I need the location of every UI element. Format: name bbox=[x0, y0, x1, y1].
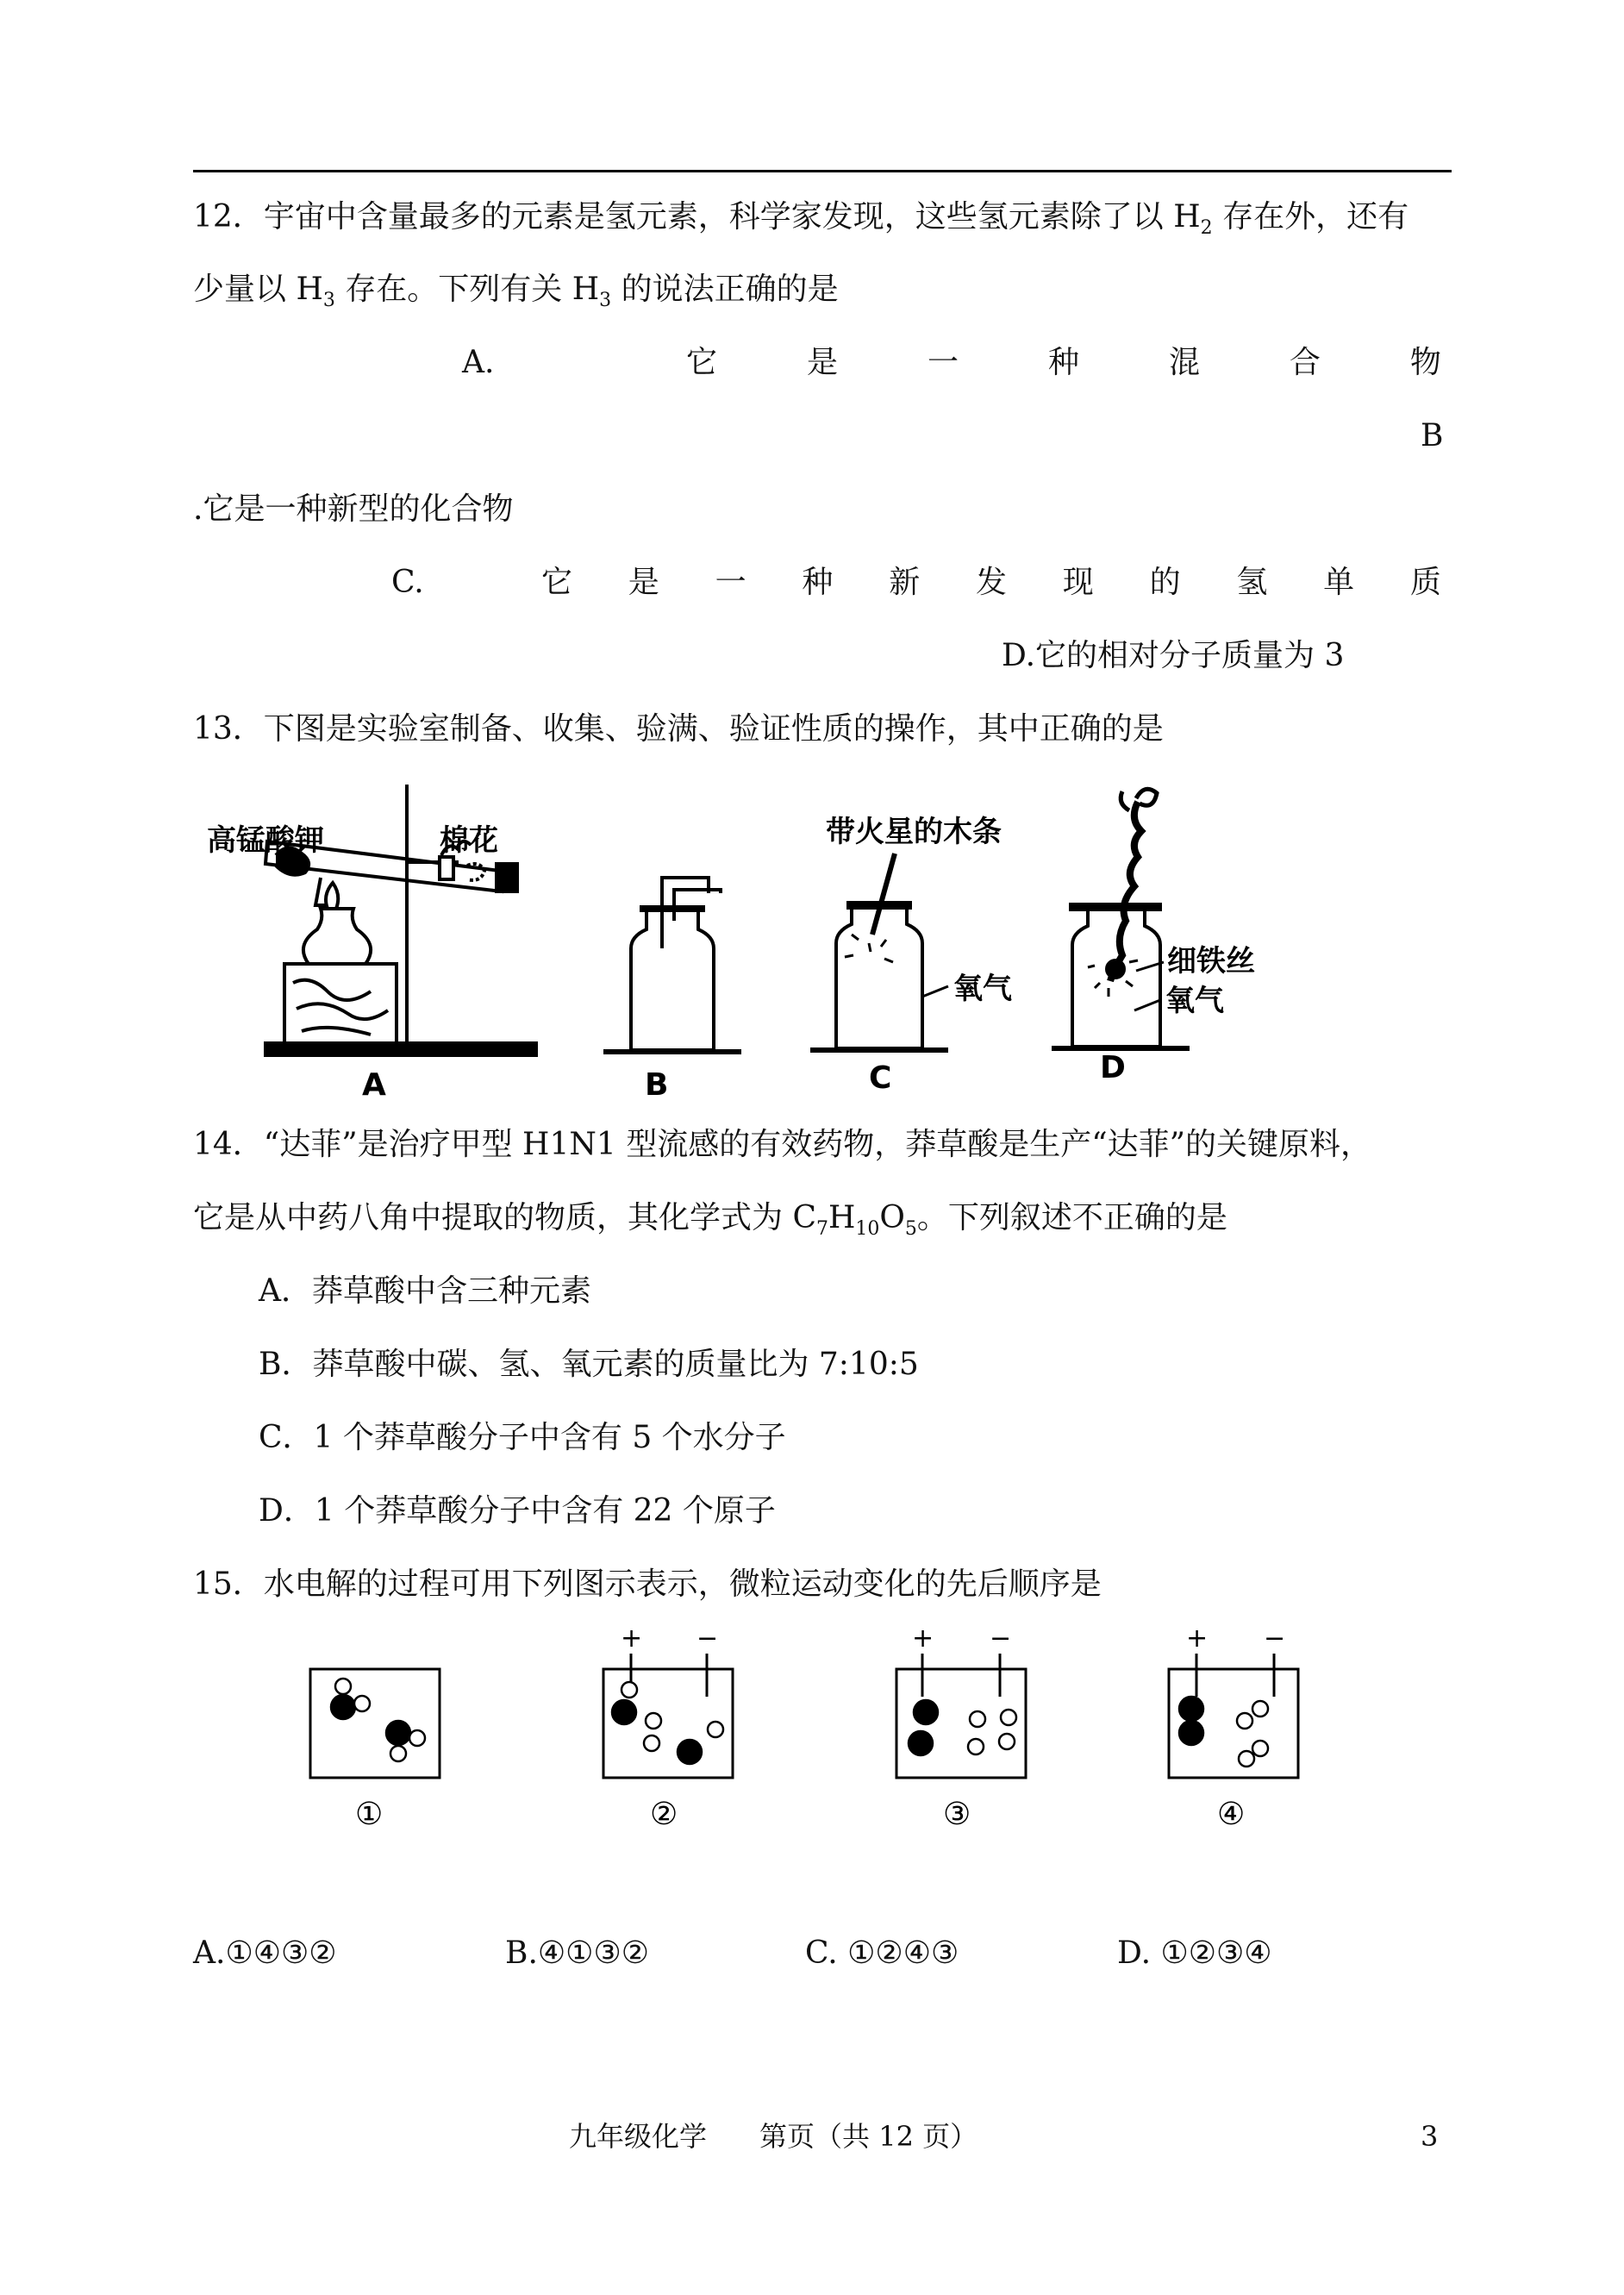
label-oxygen-c: 氧气 bbox=[953, 972, 1012, 1006]
q12-option-a-label: A. bbox=[462, 345, 495, 380]
q13-apparatus-figure bbox=[207, 776, 1293, 1104]
q15-option-b: B.④①③② bbox=[505, 1935, 649, 1971]
figure-c-splint-test bbox=[810, 854, 948, 1050]
label-oxygen-d: 氧气 bbox=[1165, 984, 1224, 1018]
figure-label-c: C bbox=[869, 1060, 892, 1096]
q14-stem-line1: 14．“达菲”是治疗甲型 H1N1 型流感的有效药物，莽草酸是生产“达菲”的关键原料， bbox=[193, 1127, 1372, 1162]
panel-label-2: ② bbox=[650, 1797, 678, 1832]
label-wire: 细铁丝 bbox=[1167, 944, 1255, 979]
panel-label-1: ① bbox=[355, 1797, 384, 1832]
q15-option-c: C. ①②④③ bbox=[805, 1935, 959, 1971]
panel-4-minus: − bbox=[1264, 1623, 1286, 1654]
q12-option-a-text: 它 是 一 种 混 合 物 bbox=[686, 345, 1441, 380]
q12-option-c-label: C. bbox=[391, 565, 424, 600]
q15-stem: 15．水电解的过程可用下列图示表示，微粒运动变化的先后顺序是 bbox=[193, 1566, 1102, 1602]
panel-label-4: ④ bbox=[1217, 1797, 1246, 1832]
q12-option-b-label: B bbox=[1421, 418, 1444, 453]
header-rule bbox=[193, 170, 1452, 172]
q13-stem: 13．下图是实验室制备、收集、验满、验证性质的操作，其中正确的是 bbox=[193, 711, 1164, 747]
panel-2-minus: − bbox=[696, 1623, 719, 1654]
q12-option-d: D.它的相对分子质量为 3 bbox=[1002, 638, 1345, 673]
figure-label-b: B bbox=[645, 1067, 669, 1103]
figure-b-collection-bottle bbox=[603, 878, 741, 1052]
q14-stem-line2: 它是从中药八角中提取的物质，其化学式为 $C_7H_{10}O_5$。下列叙述不正确的是 bbox=[193, 1200, 1227, 1240]
q14-option-d: D．1 个莽草酸分子中含有 22 个原子 bbox=[259, 1493, 776, 1529]
q14-option-a: A．莽草酸中含三种元素 bbox=[259, 1273, 591, 1309]
q12-option-b-text: .它是一种新型的化合物 bbox=[193, 491, 514, 527]
figure-label-d: D bbox=[1100, 1050, 1126, 1085]
footer-text: 九年级化学 第页（共 12 页） bbox=[569, 2120, 978, 2153]
panel-3-plus: + bbox=[912, 1623, 934, 1654]
q12-stem-line2: 少量以 $H_3$ 存在。下列有关 $H_3$ 的说法正确的是 bbox=[193, 272, 839, 311]
panel-2-plus: + bbox=[621, 1623, 643, 1654]
label-splint: 带火星的木条 bbox=[826, 815, 1002, 849]
q12-stem-line1: 12．宇宙中含量最多的元素是氢元素，科学家发现，这些氢元素除了以 $H_2$ 存在外，还有 bbox=[193, 199, 1409, 239]
page-number: 3 bbox=[1421, 2120, 1439, 2153]
q14-option-b: B．莽草酸中碳、氢、氧元素的质量比为 7:10:5 bbox=[259, 1347, 919, 1382]
q15-option-a: A.①④③② bbox=[193, 1935, 337, 1971]
figure-label-a: A bbox=[362, 1067, 386, 1103]
q15-electrolysis-figure bbox=[293, 1617, 1327, 1850]
q14-option-c: C．1 个莽草酸分子中含有 5 个水分子 bbox=[259, 1420, 786, 1455]
panel-4-plus: + bbox=[1186, 1623, 1209, 1654]
panel-label-3: ③ bbox=[943, 1797, 971, 1832]
label-kmno4: 高锰酸钾 bbox=[207, 823, 324, 858]
panel-1-box bbox=[310, 1669, 440, 1778]
q15-option-d: D. ①②③④ bbox=[1117, 1935, 1272, 1971]
q12-option-c-text: 它 是 一 种 新 发 现 的 氢 单 质 bbox=[541, 565, 1441, 600]
label-cotton: 棉花 bbox=[440, 823, 498, 858]
panel-3-minus: − bbox=[990, 1623, 1012, 1654]
